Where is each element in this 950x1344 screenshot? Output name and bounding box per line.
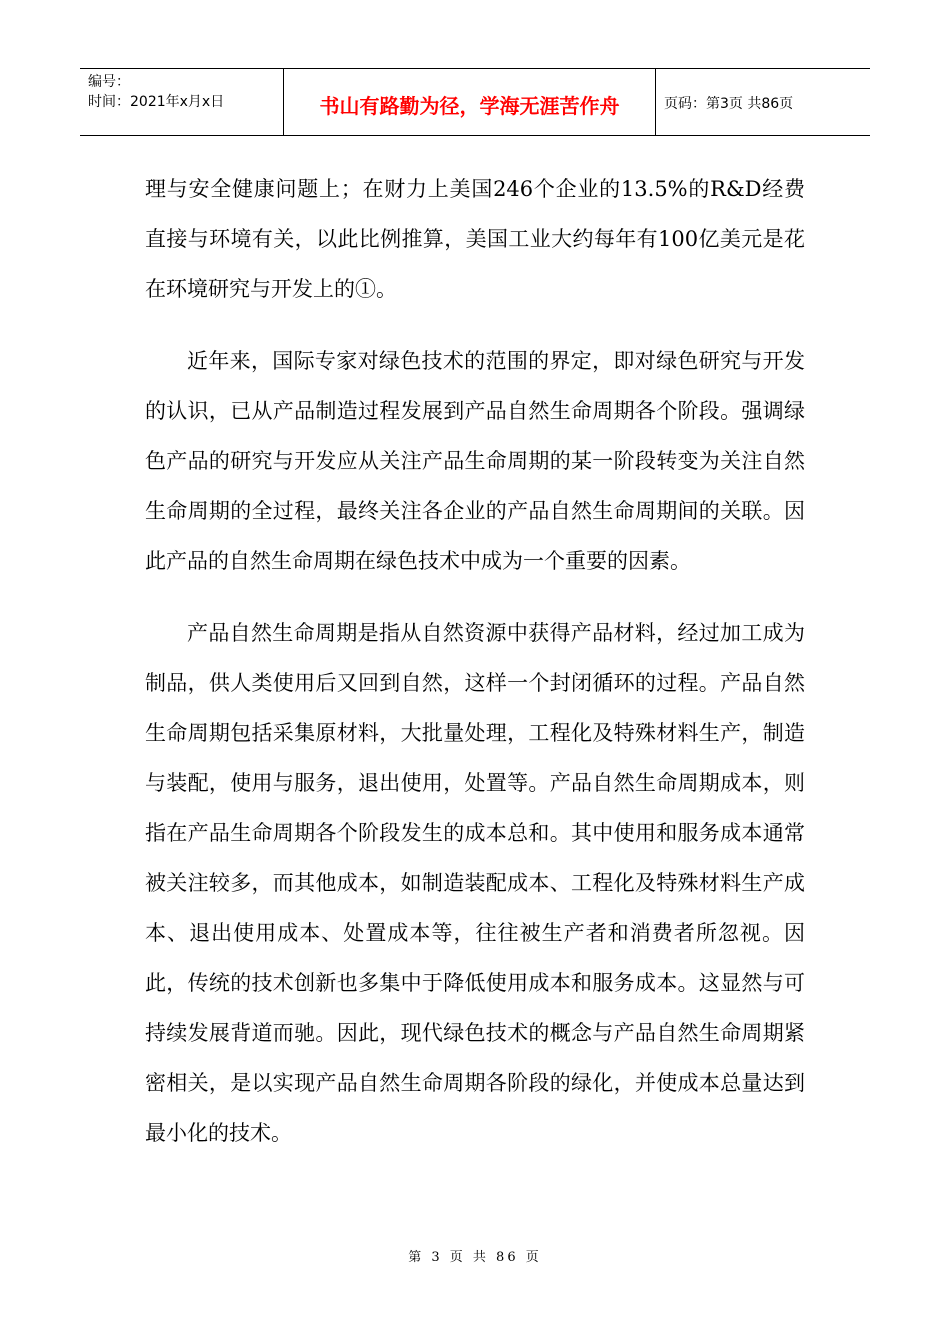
paragraph-continuation: 理与安全健康问题上；在财力上美国246个企业的13.5%的R&D经费直接与环境有关，以此比例推算，美国工业大约每年有100亿美元是花在环境研究与开发上的①。 [145, 177, 805, 301]
document-header [80, 68, 870, 136]
header-page-info: 页码：第3页 共86页 [664, 96, 794, 112]
document-body [145, 164, 805, 1158]
paragraph-green-tech-scope: 近年来，国际专家对绿色技术的范围的界定，即对绿色研究与开发的认识，已从产品制造过程发展到产品自然生命周期各个阶段。强调绿色产品的研究与开发应从关注产品生命周期的某一阶段转变为关注自然生命周期的全过程，最终关注各企业的产品自然生命周期间的关联。因此产品的自然生命周期在绿色技术中成为一个重要的因素。 [145, 349, 805, 573]
paragraph-product-lifecycle: 产品自然生命周期是指从自然资源中获得产品材料，经过加工成为制品，供人类使用后又回到自然，这样一个封闭循环的过程。产品自然生命周期包括采集原材料，大批量处理，工程化及特殊材料生产，制造与装配，使用与服务，退出使用，处置等。产品自然生命周期成本，则指在产品生命周期各个阶段发生的成本总和。其中使用和服务成本通常被关注较多，而其他成本，如制造装配成本、工程化及特殊材料生产成本、退出使用成本、处置成本等，往往被生产者和消费者所忽视。因此，传统的技术创新也多集中于降低使用成本和服务成本。这显然与可持续发展背道而驰。因此，现代绿色技术的概念与产品自然生命周期紧密相关，是以实现产品自然生命周期各阶段的绿化，并使成本总量达到最小化的技术。 [145, 621, 805, 1145]
page-footer: 第 3 页 共 86 页 [408, 1250, 542, 1265]
header-meta-cell [80, 69, 284, 135]
header-motto: 书山有路勤为径，学海无涯苦作舟 [284, 69, 656, 135]
serial-number-label: 编号： [88, 74, 130, 90]
date-label: 时间：2021年x月x日 [88, 94, 225, 110]
